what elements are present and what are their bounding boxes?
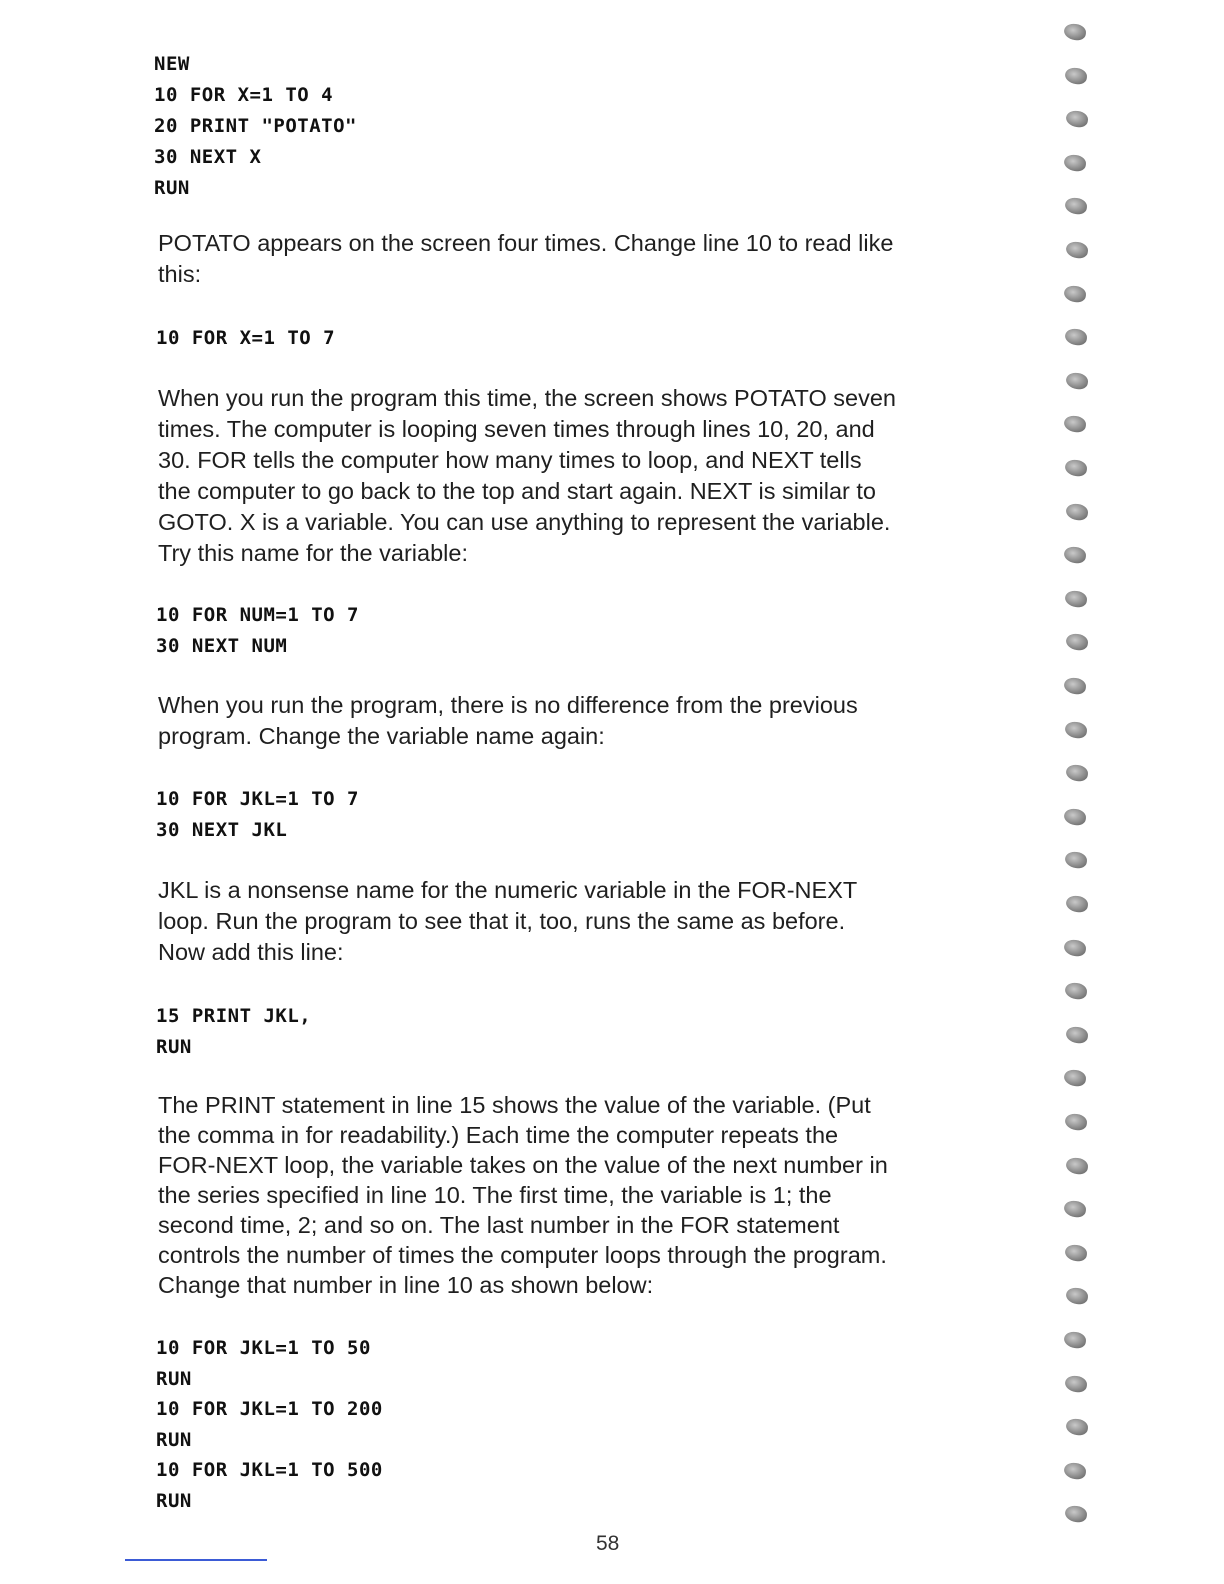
binding-hole xyxy=(1064,589,1088,608)
code-line: RUN xyxy=(156,1489,192,1512)
code-block-4 xyxy=(156,784,359,846)
binding-hole xyxy=(1063,938,1087,957)
code-line: RUN xyxy=(156,1367,192,1390)
binding-hole xyxy=(1063,1331,1087,1350)
binding-hole xyxy=(1065,502,1089,521)
text-line: program. Change the variable name again: xyxy=(158,723,605,749)
binding-hole xyxy=(1064,197,1088,216)
text-line: second time, 2; and so on. The last number in the FOR statement xyxy=(158,1212,840,1238)
text-line: the series specified in line 10. The first time, the variable is 1; the xyxy=(158,1182,832,1208)
binding-hole xyxy=(1065,1156,1089,1175)
binding-hole xyxy=(1064,982,1088,1001)
code-line: 10 FOR X=1 TO 7 xyxy=(156,327,336,349)
code-line: 15 PRINT JKL, xyxy=(156,1005,312,1027)
binding-hole xyxy=(1063,284,1087,303)
text-line: the computer to go back to the top and start again. NEXT is similar to xyxy=(158,478,876,504)
binding-hole xyxy=(1065,895,1089,914)
binding-hole xyxy=(1063,677,1087,696)
binding-hole xyxy=(1063,1200,1087,1219)
binding-hole xyxy=(1065,1287,1089,1306)
binding-hole xyxy=(1064,66,1088,85)
code-line: 10 FOR JKL=1 TO 7 xyxy=(156,788,359,810)
paragraph-2 xyxy=(158,383,1008,569)
spiral-binding xyxy=(1060,0,1110,1584)
text-line: The PRINT statement in line 15 shows the value of the variable. (Put xyxy=(158,1092,871,1118)
code-line: NEW xyxy=(154,53,190,75)
binding-hole xyxy=(1064,1113,1088,1132)
text-line: FOR-NEXT loop, the variable takes on the value of the next number in xyxy=(158,1152,888,1178)
code-line: 10 FOR X=1 TO 4 xyxy=(154,84,334,106)
text-line: POTATO appears on the screen four times. Change line 10 to read like xyxy=(158,230,894,256)
code-line: 10 FOR JKL=1 TO 500 xyxy=(156,1459,383,1481)
text-line: When you run the program, there is no difference from the previous xyxy=(158,692,858,718)
page-number: 58 xyxy=(596,1532,620,1555)
text-line: JKL is a nonsense name for the numeric variable in the FOR-NEXT xyxy=(158,877,858,903)
binding-hole xyxy=(1063,1069,1087,1088)
code-line: 30 NEXT JKL xyxy=(156,819,288,841)
paragraph-3 xyxy=(158,690,1008,752)
text-line: GOTO. X is a variable. You can use anything to represent the variable. xyxy=(158,509,891,535)
code-line: 10 FOR NUM=1 TO 7 xyxy=(156,604,359,626)
text-line: Try this name for the variable: xyxy=(158,540,468,566)
binding-hole xyxy=(1065,1418,1089,1437)
code-line: 30 NEXT X xyxy=(154,146,262,168)
binding-hole xyxy=(1063,153,1087,172)
code-line: RUN xyxy=(156,1036,192,1058)
code-line: 10 FOR JKL=1 TO 200 xyxy=(156,1398,383,1420)
binding-hole xyxy=(1063,415,1087,434)
binding-hole xyxy=(1064,851,1088,870)
text-line: times. The computer is looping seven times through lines 10, 20, and xyxy=(158,416,875,442)
binding-hole xyxy=(1064,1505,1088,1524)
code-line: 30 NEXT NUM xyxy=(156,635,288,657)
footer-rule xyxy=(125,1559,267,1561)
binding-hole xyxy=(1063,807,1087,826)
code-line: RUN xyxy=(156,1428,192,1451)
binding-hole xyxy=(1063,1461,1087,1480)
paragraph-4 xyxy=(158,875,1008,968)
binding-hole xyxy=(1064,1374,1088,1393)
binding-hole xyxy=(1065,764,1089,783)
code-line: 20 PRINT "POTATO" xyxy=(154,115,357,137)
code-block-1 xyxy=(154,49,357,204)
text-line: Change that number in line 10 as shown below: xyxy=(158,1272,654,1298)
binding-hole xyxy=(1064,1243,1088,1262)
text-line: 30. FOR tells the computer how many times to loop, and NEXT tells xyxy=(158,447,862,473)
binding-hole xyxy=(1065,110,1089,129)
code-block-2 xyxy=(156,323,335,354)
binding-hole xyxy=(1065,1025,1089,1044)
paragraph-5 xyxy=(158,1090,1008,1300)
binding-hole xyxy=(1063,546,1087,565)
code-line: RUN xyxy=(154,177,190,199)
text-line: Now add this line: xyxy=(158,939,344,965)
text-line: controls the number of times the computer loops through the program. xyxy=(158,1242,887,1268)
binding-hole xyxy=(1063,23,1087,42)
binding-hole xyxy=(1065,633,1089,652)
text-line: this: xyxy=(158,261,202,287)
code-block-5 xyxy=(156,1001,311,1063)
binding-hole xyxy=(1064,720,1088,739)
binding-hole xyxy=(1064,459,1088,478)
code-line: 10 FOR JKL=1 TO 50 xyxy=(156,1337,371,1359)
text-line: loop. Run the program to see that it, too, runs the same as before. xyxy=(158,908,846,934)
binding-hole xyxy=(1065,241,1089,260)
text-line: When you run the program this time, the screen shows POTATO seven xyxy=(158,385,896,411)
code-block-6 xyxy=(156,1333,383,1516)
text-line: the comma in for readability.) Each time the computer repeats the xyxy=(158,1122,839,1148)
binding-hole xyxy=(1064,328,1088,347)
paragraph-1 xyxy=(158,228,1008,290)
binding-hole xyxy=(1065,371,1089,390)
code-block-3 xyxy=(156,600,359,662)
